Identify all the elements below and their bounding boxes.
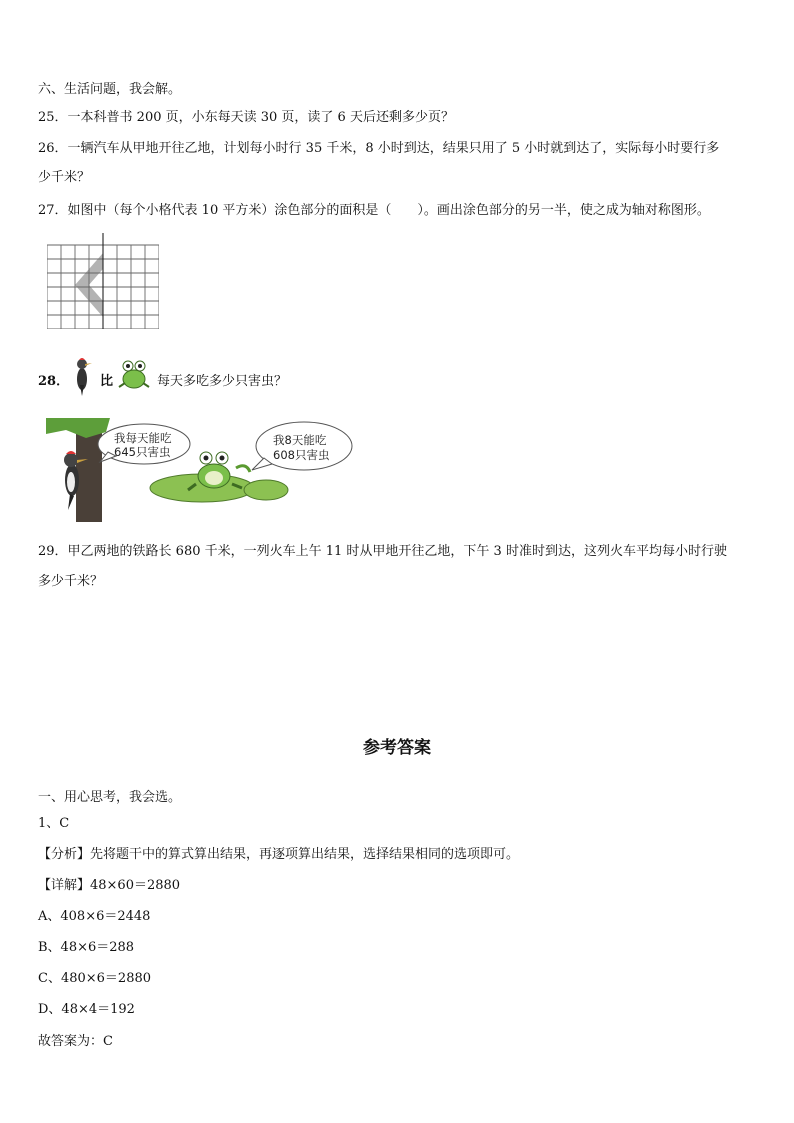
- option-c: C、480×6＝2880: [38, 971, 152, 986]
- answers-title: 参考答案: [363, 738, 431, 758]
- compare-word: 比: [100, 374, 114, 389]
- symmetry-grid: [47, 233, 159, 329]
- question-27: 27．如图中（每个小格代表 10 平方米）涂色部分的面积是（ ）。画出涂色部分的另一半，使之成为轴对称图形。: [38, 203, 710, 218]
- answer-detail: 【详解】48×60＝2880: [38, 878, 181, 893]
- woodpecker-frog-illustration: [46, 418, 360, 522]
- question-29-line1: 29．甲乙两地的铁路长 680 千米，一列火车上午 11 时从甲地开往乙地，下午 3 时准时到达，这列火车平均每小时行驶: [38, 544, 727, 559]
- question-29-line2: 多少千米？: [38, 574, 104, 589]
- frog-bubble-line2: 608只害虫: [273, 448, 330, 462]
- frog-icon: [115, 357, 153, 393]
- frog-bubble-line1: 我8天能吃: [273, 433, 327, 447]
- question-26-line1: 26．一辆汽车从甲地开往乙地，计划每小时行 35 千米，8 小时到达，结果只用了 5 小时就到达了，实际每小时要行多: [38, 141, 720, 156]
- woodpecker-speech-bubble: [98, 424, 190, 464]
- shaded-triangle-left: [75, 269, 89, 301]
- lily-pad-small: [244, 480, 288, 500]
- section-heading: 六、生活问题，我会解。: [38, 82, 182, 97]
- woodpecker-bubble-line2: 645只害虫: [114, 445, 171, 459]
- question-26-line2: 少千米？: [38, 170, 91, 185]
- answer-1: 1、C: [38, 816, 70, 831]
- answer-analysis: 【分析】先将题干中的算式算出结果，再逐项算出结果，选择结果相同的选项即可。: [38, 847, 520, 862]
- grid-figure: [47, 233, 159, 333]
- option-a: A、408×6＝2448: [38, 909, 151, 924]
- woodpecker-icon: [70, 355, 94, 397]
- frog-speech-bubble: [252, 422, 352, 470]
- option-b: B、48×6＝288: [38, 940, 135, 955]
- option-d: D、48×4＝192: [38, 1002, 135, 1017]
- question-28-text: 每天多吃多少只害虫？: [157, 374, 288, 389]
- question-25: 25．一本科普书 200 页，小东每天读 30 页，读了 6 天后还剩多少页？: [38, 110, 454, 125]
- answers-section-heading: 一、用心思考，我会选。: [38, 790, 182, 805]
- question-28-num: 28．: [38, 374, 70, 389]
- woodpecker-bubble-line1: 我每天能吃: [114, 431, 172, 445]
- answer-conclusion: 故答案为：C: [38, 1034, 113, 1049]
